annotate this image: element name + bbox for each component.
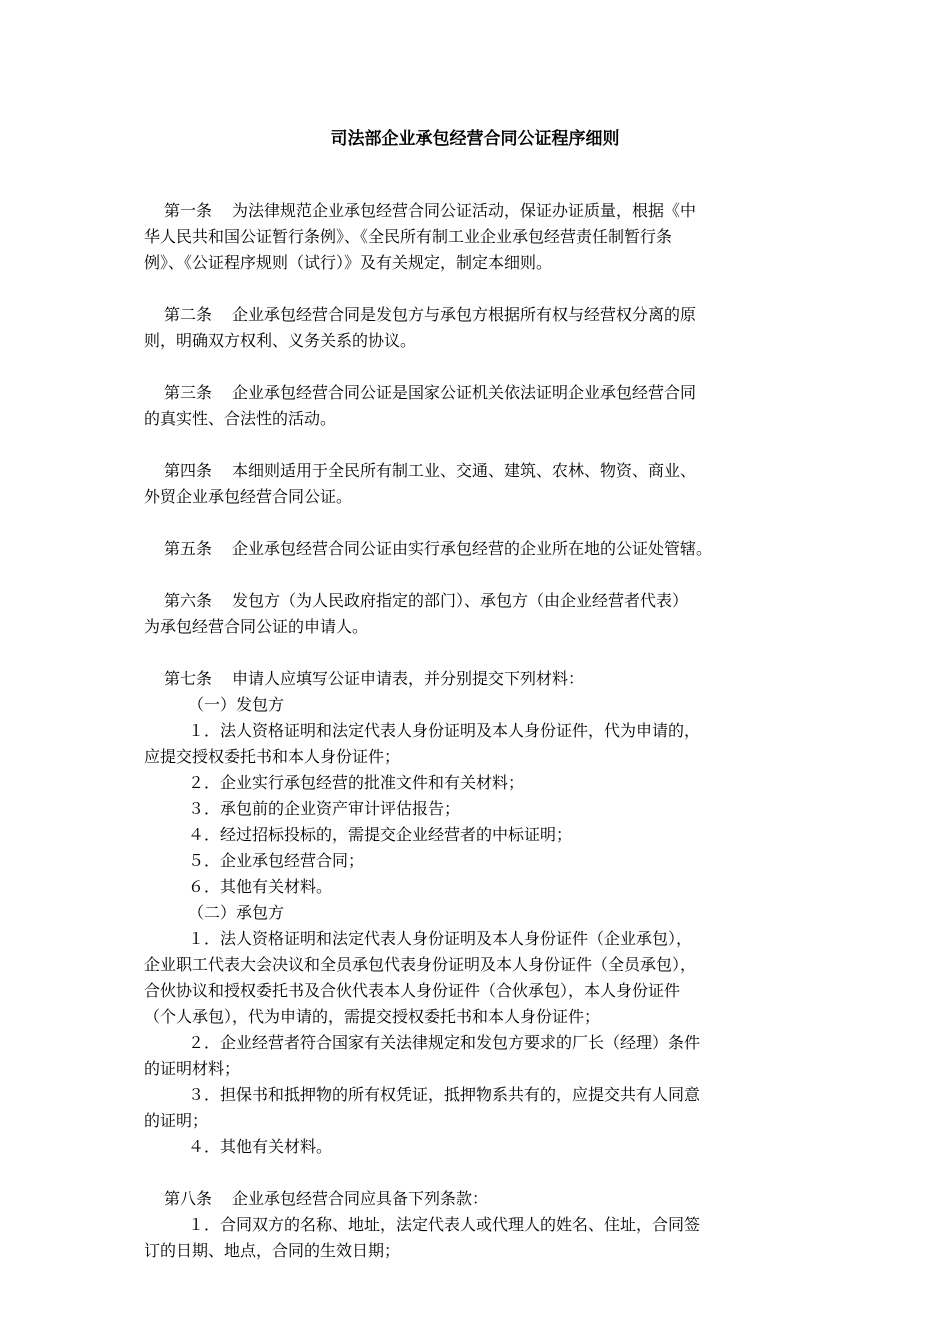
article-5 (144, 536, 816, 562)
paragraph-gap (144, 640, 816, 666)
paragraph-gap (144, 432, 816, 458)
article-line: 为承包经营合同公证的申请人。 (144, 617, 369, 636)
list-item: ４．其他有关材料。 (188, 1137, 333, 1156)
article-heading: 第五条 (164, 539, 213, 558)
article-line (144, 1186, 816, 1212)
document-body (144, 198, 816, 1264)
article-heading: 第四条 (164, 461, 213, 480)
article-6 (144, 588, 816, 640)
list-item: １．法人资格证明和法定代表人身份证明及本人身份证件（企业承包）， (188, 929, 693, 948)
article-line: 华人民共和国公证暂行条例》、《全民所有制工业企业承包经营责任制暂行条 (144, 227, 673, 246)
article-2 (144, 302, 816, 354)
document-title: 司法部企业承包经营合同公证程序细则 (330, 129, 620, 149)
article-line (144, 588, 816, 614)
list-item-continued: 的证明； (144, 1111, 209, 1130)
article-text: 为法律规范企业承包经营合同公证活动，保证办证质量，根据《中 (232, 201, 697, 220)
article-line (144, 458, 816, 484)
article-line: 的真实性、合法性的活动。 (144, 409, 337, 428)
article-8 (144, 1186, 816, 1264)
list-item-continued: 企业职工代表大会决议和全员承包代表身份证明及本人身份证件（全员承包）， (144, 955, 697, 974)
article-heading: 第二条 (164, 305, 213, 324)
article-line (144, 198, 816, 224)
article-4 (144, 458, 816, 510)
list-item: ２．企业经营者符合国家有关法律规定和发包方要求的厂长（经理）条件 (188, 1033, 701, 1052)
section-heading: （一）发包方 (188, 695, 285, 714)
list-item-continued: 应提交授权委托书和本人身份证件； (144, 747, 401, 766)
paragraph-gap (144, 562, 816, 588)
article-line: 外贸企业承包经营合同公证。 (144, 487, 353, 506)
list-item: ３．担保书和抵押物的所有权凭证，抵押物系共有的，应提交共有人同意 (188, 1085, 701, 1104)
article-line: 则，明确双方权利、义务关系的协议。 (144, 331, 417, 350)
section-heading: （二）承包方 (188, 903, 285, 922)
article-text: 企业承包经营合同公证由实行承包经营的企业所在地的公证处管辖。 (232, 539, 713, 558)
list-item-continued: 合伙协议和授权委托书及合伙代表本人身份证件（合伙承包），本人身份证件 (144, 981, 681, 1000)
article-line (144, 380, 816, 406)
list-item-continued: 的证明材料； (144, 1059, 241, 1078)
article-7 (144, 666, 816, 1160)
list-item: １．法人资格证明和法定代表人身份证明及本人身份证件，代为申请的， (188, 721, 701, 740)
article-text: 发包方（为人民政府指定的部门）、承包方（由企业经营者代表） (232, 591, 689, 610)
article-text: 申请人应填写公证申请表，并分别提交下列材料： (232, 669, 585, 688)
list-item: ５．企业承包经营合同； (188, 851, 365, 870)
article-line: 例》、《公证程序规则（试行）》及有关规定，制定本细则。 (144, 253, 553, 272)
article-text: 企业承包经营合同公证是国家公证机关依法证明企业承包经营合同 (232, 383, 697, 402)
article-1 (144, 198, 816, 276)
list-item-continued: 订的日期、地点，合同的生效日期； (144, 1241, 401, 1260)
article-heading: 第六条 (164, 591, 213, 610)
list-item: ６．其他有关材料。 (188, 877, 333, 896)
paragraph-gap (144, 276, 816, 302)
article-heading: 第一条 (164, 201, 213, 220)
list-item: ２．企业实行承包经营的批准文件和有关材料； (188, 773, 525, 792)
article-heading: 第七条 (164, 669, 213, 688)
article-text: 企业承包经营合同应具备下列条款： (232, 1189, 489, 1208)
article-heading: 第三条 (164, 383, 213, 402)
list-item: ３．承包前的企业资产审计评估报告； (188, 799, 461, 818)
article-text: 企业承包经营合同是发包方与承包方根据所有权与经营权分离的原 (232, 305, 697, 324)
paragraph-gap (144, 354, 816, 380)
list-item: １．合同双方的名称、地址，法定代表人或代理人的姓名、住址，合同签 (188, 1215, 701, 1234)
article-line (144, 536, 816, 562)
paragraph-gap (144, 510, 816, 536)
article-text: 本细则适用于全民所有制工业、交通、建筑、农林、物资、商业、 (232, 461, 697, 480)
article-3 (144, 380, 816, 432)
list-item: ４．经过招标投标的，需提交企业经营者的中标证明； (188, 825, 573, 844)
article-line (144, 302, 816, 328)
paragraph-gap (144, 1160, 816, 1186)
list-item-continued: （个人承包），代为申请的，需提交授权委托书和本人身份证件； (144, 1007, 601, 1026)
article-line (144, 666, 816, 692)
article-heading: 第八条 (164, 1189, 213, 1208)
